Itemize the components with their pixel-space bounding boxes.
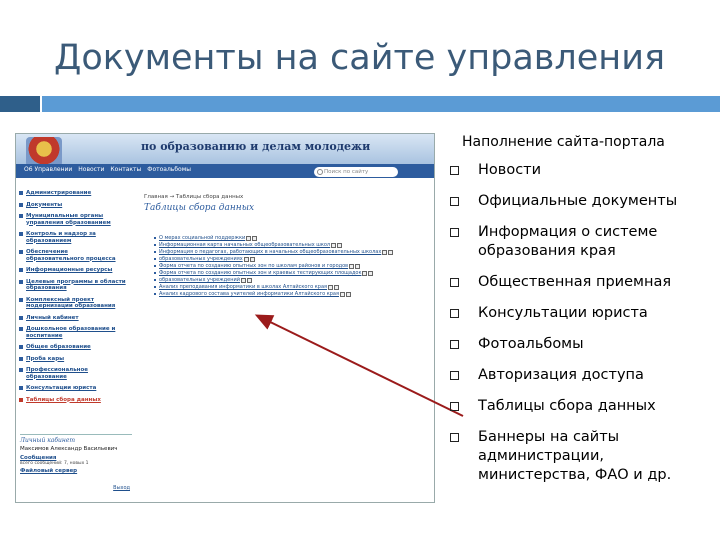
sidebar-item-label: Целевые программы в области образования	[26, 278, 126, 291]
portal-content-item	[450, 192, 715, 211]
square-bullet-icon	[450, 433, 459, 442]
sidebar-item-label: Личный кабинет	[26, 314, 79, 321]
site-nav-item[interactable]: Фотоальбомы	[147, 166, 191, 173]
panel-heading: Наполнение сайта-портала	[462, 134, 665, 150]
sidebar-item-label: Комплексный проект модернизации образования	[26, 296, 116, 309]
sidebar-item-label: Таблицы сбора данных	[26, 396, 101, 403]
portal-content-list	[450, 161, 715, 497]
sidebar-item-label: Обеспечение образовательного процесса	[26, 249, 116, 262]
portal-content-item-label: Официальные документы	[478, 193, 678, 209]
site-nav-item[interactable]: О6 Управлении	[24, 166, 73, 173]
sidebar-item-label: Документы	[26, 201, 63, 208]
messages-info: всего сообщений: 7, новых 1	[20, 461, 89, 466]
square-bullet-icon	[450, 228, 459, 237]
portal-content-item-label: Фотоальбомы	[478, 336, 584, 352]
portal-content-item	[450, 223, 715, 261]
list-item-label: образовательных учреждений	[159, 277, 240, 283]
page-heading: Таблицы сбора данных	[144, 203, 255, 213]
site-banner-text: по образованию и делам молодежи	[141, 140, 371, 153]
square-bullet-icon	[450, 278, 459, 287]
sidebar-item-label: Профессиональное образование	[26, 367, 88, 380]
list-item-label: Информация о педагогах, работающих в начальных общеобразовательных школах	[159, 249, 382, 255]
sidebar-item-label: Дошкольное образование и воспитание	[26, 326, 116, 339]
site-nav-item[interactable]: Контакты	[110, 166, 142, 173]
list-item-label: образовательных учреждениях	[159, 256, 243, 262]
list-item-label: Форма отчета по созданию опытных зон и краевых тестирующих площадок	[159, 270, 362, 276]
square-bullet-icon	[450, 309, 459, 318]
portal-content-item	[450, 366, 715, 385]
portal-content-item-label: Информация о системе образования края	[478, 224, 658, 259]
sidebar-item-label: Общее образование	[26, 344, 91, 350]
square-bullet-icon	[450, 197, 459, 206]
portal-content-item	[450, 428, 715, 485]
portal-content-item	[450, 335, 715, 354]
cabinet-user-name: Максимов Александр Васильевич	[20, 446, 118, 452]
portal-content-item-label: Новости	[478, 162, 542, 178]
site-nav-item[interactable]: Новости	[78, 166, 105, 173]
breadcrumb: Главная → Таблицы сбора данных	[144, 194, 244, 200]
portal-content-item-label: Таблицы сбора данных	[478, 398, 656, 414]
square-bullet-icon	[450, 402, 459, 411]
list-item-label: Анализ преподавания информатики в школах Алтайского края	[159, 284, 328, 290]
cabinet-title: Личный кабинет	[20, 437, 76, 444]
portal-content-item	[450, 397, 715, 416]
list-item-label: Анализ кадрового состава учителей информатики Алтайского края	[159, 291, 339, 297]
portal-content-item	[450, 273, 715, 292]
sidebar-item-label: Администрирование	[26, 190, 92, 196]
site-search-input[interactable]: Поиск по сайту	[314, 167, 398, 177]
portal-content-item-label: Баннеры на сайты администрации, министерства, ФАО и др.	[478, 429, 672, 483]
messages-link[interactable]: Сообщения	[20, 455, 57, 461]
sidebar-item-label: Муниципальные органы управления образованием	[26, 213, 111, 226]
file-server-link[interactable]: Файловый сервер	[20, 468, 78, 474]
portal-content-item-label: Консультации юриста	[478, 305, 648, 321]
square-bullet-icon	[450, 340, 459, 349]
sidebar-item-label: Контроль и надзор за образованием	[26, 231, 96, 244]
list-item-label: О мерах социальной поддержки	[159, 235, 246, 241]
list-item-label: Форма отчета по созданию опытных зон по школам районов и городов	[159, 263, 349, 269]
portal-content-item	[450, 161, 715, 180]
list-item-label: Информационная карта начальных общеобразовательных школ	[159, 242, 331, 248]
sidebar-item-label: Консультации юриста	[26, 385, 97, 391]
slide-title: Документы на сайте управления	[54, 38, 665, 78]
sidebar-item-label: Проба кары	[26, 355, 65, 362]
portal-content-item-label: Общественная приемная	[478, 274, 672, 290]
square-bullet-icon	[450, 166, 459, 175]
sidebar-item-label: Информационные ресурсы	[26, 267, 113, 273]
portal-content-item	[450, 304, 715, 323]
portal-content-item-label: Авторизация доступа	[478, 367, 644, 383]
exit-link[interactable]: Выход	[113, 485, 130, 491]
square-bullet-icon	[450, 371, 459, 380]
